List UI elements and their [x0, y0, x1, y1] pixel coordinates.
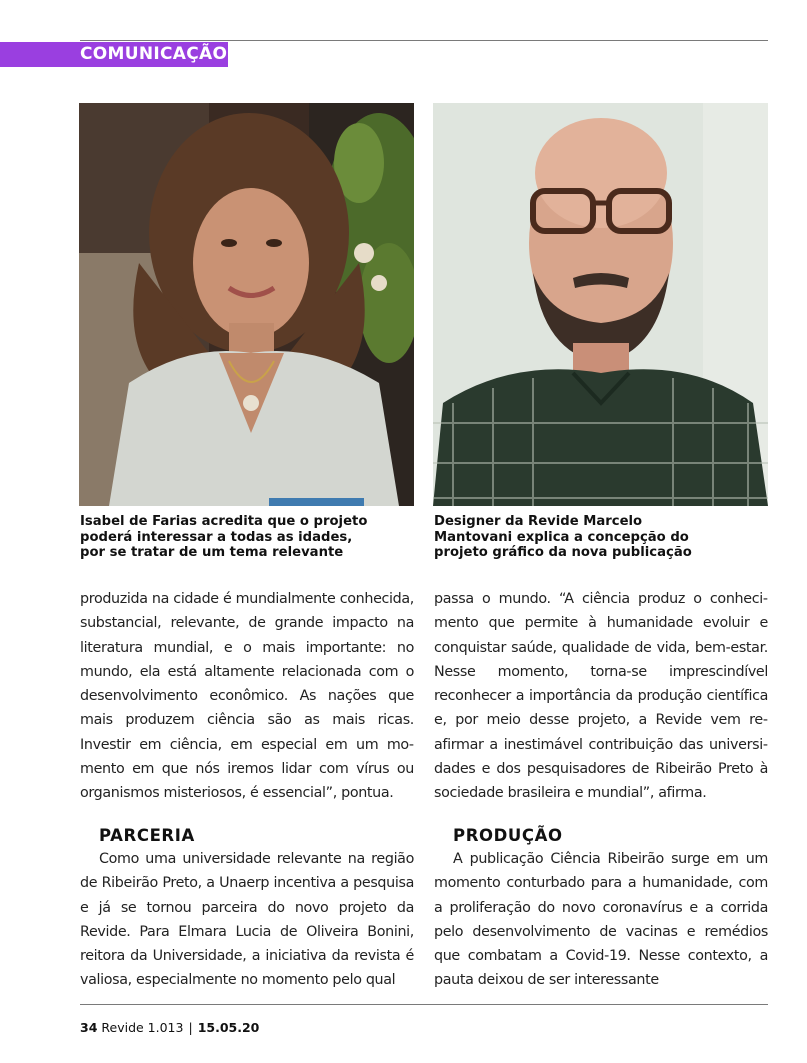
paragraph: Como uma universidade relevante na região de Ribeirão Preto, a Unaerp incentiva a pesquisa e já se tornou parceira do novo projeto da Revide. Para Elmara Lucia de Oliveira Bonini, reitora da Universidade, a iniciativa da revista é valiosa, especialmente no momento pelo qual: [80, 851, 414, 989]
heading-parceria: PARCERIA: [99, 826, 195, 845]
caption-marcelo: [434, 514, 774, 561]
body-left-top: [80, 587, 414, 806]
bottom-rule: [80, 1004, 768, 1005]
paragraph: passa o mundo. “A ciência produz o conhecimento que permite à humanidade evoluir e conquistar saúde, qualidade de vida, bem-estar. Nesse momento, torna-se imprescindível reconhecer a importância da produção científica e, por meio desse projeto, a Revide vem reafirmar a inestimável contribuição das universidades e dos pesquisadores de Ribeirão Preto à sociedade brasileira e mundial”, afirma.: [434, 591, 768, 802]
photo-isabel-illustration: [79, 103, 414, 506]
body-right-top: [434, 587, 768, 806]
paragraph: A publicação Ciência Ribeirão surge em um momento conturbado para a humanidade, com a proliferação do novo coronavírus e a corrida pelo desenvolvimento de vacinas e remédios que combatam a Covid-19. Nesse contexto, a pauta deixou de ser interessante: [434, 851, 768, 989]
footer-separator: |: [188, 1020, 193, 1035]
photo-marcelo-illustration: [433, 103, 768, 506]
caption-line: Designer da Revide Marcelo: [434, 514, 643, 529]
caption-line: Isabel de Farias acredita que o projeto: [80, 514, 368, 529]
issue-date: 15.05.20: [197, 1020, 260, 1035]
heading-producao: PRODUÇÃO: [453, 826, 563, 845]
caption-line: por se tratar de um tema relevante: [80, 545, 344, 560]
caption-line: projeto gráfico da nova publicação: [434, 545, 692, 560]
body-left-bottom: [80, 847, 414, 993]
caption-line: poderá interessar a todas as idades,: [80, 529, 353, 545]
paragraph: produzida na cidade é mundialmente conhecida, substancial, relevante, de grande impacto na literatura mundial, e o mais importante: no mundo, ela está altamente relacionada com o desenvolvimento econômico. As nações que mais produzem ciência são as mais ricas. Investir em ciência, em especial em um momento em que nós iremos lidar com vírus ou organismos misteriosos, é essencial”, pontua.: [80, 591, 414, 802]
body-right-bottom: [434, 847, 768, 993]
top-rule: [80, 40, 768, 41]
caption-line: Mantovani explica a concepção do: [434, 529, 689, 545]
photo-isabel: [79, 103, 414, 506]
page-number: 34: [80, 1020, 98, 1035]
issue-label: Revide 1.013: [101, 1020, 184, 1035]
caption-isabel: [80, 514, 420, 561]
section-label: COMUNICAÇÃO: [0, 42, 228, 67]
photo-marcelo: [433, 103, 768, 506]
page-footer: [80, 1020, 259, 1035]
